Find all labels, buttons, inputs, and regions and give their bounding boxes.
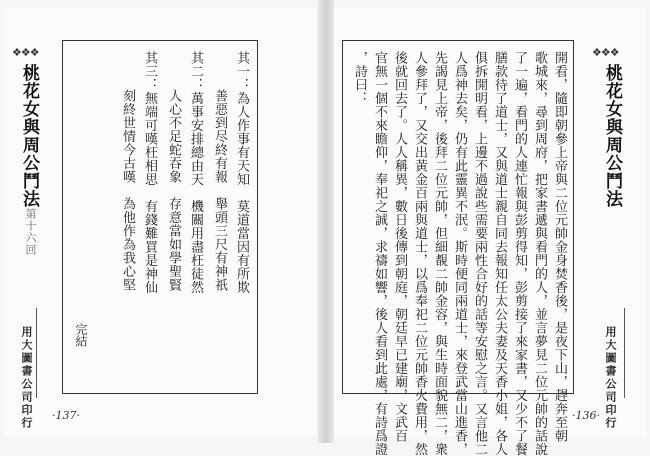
right-text-frame bbox=[342, 40, 574, 456]
right-publisher: 用大圖書公司印行 bbox=[604, 326, 617, 430]
poem-line-6: 刻終世情今古嘆 為他作為我心堅 bbox=[120, 89, 135, 292]
text-column-7: 先謁見上帝，後拜二位元帥，但細覩二帥金容，與生時面貌無二，衆 bbox=[432, 51, 447, 456]
side-rule bbox=[624, 308, 625, 398]
text-column-2: 歌城來，尋到周府，把家書遞與看門的人，並言夢見二位元帥的話說 bbox=[532, 51, 547, 456]
poem-line-2: 善惡到尽終有報 舉頭三尺有神祇 bbox=[212, 89, 227, 292]
ornament-icon: ❖❖❖ bbox=[592, 46, 619, 59]
text-column-9: 後就回去了。人人稱異，數日後傳到朝庭，朝廷早已建廟，文武百 bbox=[392, 51, 407, 443]
right-page bbox=[334, 8, 646, 456]
left-publisher: 用大圖書公司印行 bbox=[20, 326, 33, 430]
left-page-number: ·137· bbox=[52, 409, 80, 422]
text-column-8: 人參拜了，又交出黃金百兩與道士，以爲奉祀二位元帥香火費用，然 bbox=[412, 51, 427, 456]
text-column-3: 了一遍，看門的人連忙報與彭剪得知，彭剪接了來家書，又少不了餐 bbox=[512, 51, 527, 456]
text-column-1: 開看，隨即朝參上帝與二位元帥金身焚香後，是夜下山，趕奔至朝 bbox=[552, 51, 567, 443]
poem-line-3: 其二：萬事安排總由天 機關用盡枉徒然 bbox=[188, 51, 203, 294]
poem-line-1: 其一：為人作事有天知 莫道當因有所欺 bbox=[234, 51, 249, 294]
side-rule bbox=[36, 308, 37, 398]
book-gutter bbox=[318, 0, 334, 443]
left-book-title: 桃花女與周公鬥法 bbox=[19, 64, 39, 208]
chapter-mark: 第十六回 bbox=[24, 208, 37, 256]
text-column-10: 官無一個不來瞻仰，奉祀之誠，求禱如響，後人看到此處，有詩爲證 bbox=[372, 51, 387, 456]
right-page-number: ·136· bbox=[572, 409, 600, 422]
poem-line-4: 人心不足蛇吞象 存意當如學聖賢 bbox=[166, 89, 181, 292]
left-page bbox=[4, 8, 316, 436]
ornament-icon: ❖❖❖ bbox=[12, 46, 39, 59]
text-column-4: 膳款待了道士，又與道士親自同去報知任太公夫妻及天香小姐，各人 bbox=[492, 51, 507, 456]
left-text-frame bbox=[62, 40, 258, 394]
completed-mark: 完結 bbox=[74, 323, 88, 347]
right-book-title: 桃花女與周公鬥法 bbox=[602, 64, 622, 208]
text-column-5: 俱拆開明看，上邊不過說些需要兩性合好的話等安慰之言。又言他二 bbox=[472, 51, 487, 456]
text-column-11: ，詩曰： bbox=[352, 51, 367, 105]
text-column-6: 人爲神去矣，仍有此靈異不泯。斯時便同兩道士，來登武當山進香， bbox=[452, 51, 467, 456]
poem-line-5: 其三：無端可嘆枉相思 有錢難買是神仙 bbox=[142, 51, 157, 294]
